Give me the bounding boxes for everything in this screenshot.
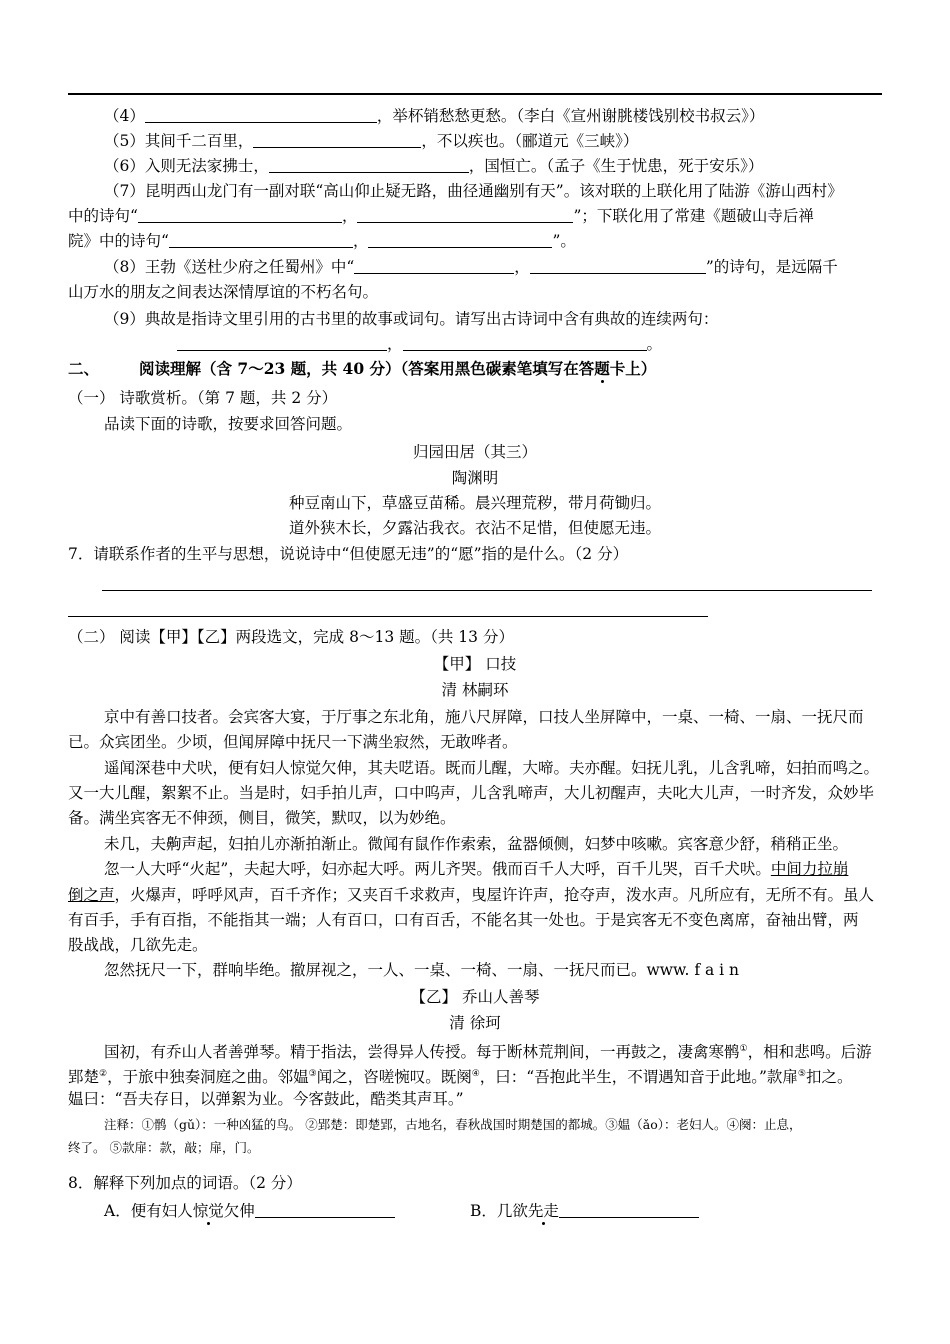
part-1-instruction: 品读下面的诗歌，按要求回答问题。: [104, 415, 353, 433]
answer-blank[interactable]: [138, 207, 342, 223]
jia-paragraph-line: 忽然抚尺一下，群响毕绝。撤屏视之，一人、一桌、一椅、一扇、一抚尺而已。www. f a i n: [104, 961, 740, 979]
poem-author: 陶渊明: [451, 469, 499, 487]
yi-title: 【乙】 乔山人善琴: [410, 988, 540, 1006]
poem-line-1: 种豆南山下，草盛豆苗稀。晨兴理荒秽，带月荷锄归。: [288, 494, 661, 512]
underlined-phrase: 倒之声: [68, 886, 115, 904]
footnote-mark: ③: [308, 1069, 317, 1079]
question-6: （6）入则无法家拂士， ，国恒亡。（孟子《生于忧患，死于安乐》）: [104, 157, 764, 175]
question-8b: B．几欲先走: [470, 1201, 699, 1221]
jia-paragraph-line: 有百手，手有百指，不能指其一端；人有百口，口有百舌，不能名其一处也。于是宾客无不变色离席，奋袖出臂，两: [68, 911, 859, 929]
question-7-stem: 7．请联系作者的生平与思想，说说诗中“但使愿无违”的“愿”指的是什么。（2 分）: [68, 545, 629, 563]
answer-line[interactable]: [68, 616, 708, 617]
jia-author: 清 林嗣环: [441, 681, 509, 699]
question-8-text: （8）王勃《送杜少府之任蜀州》中“ ， ”的诗句，是远隔千: [104, 258, 838, 276]
poem-line-2: 道外狭木长，夕露沾我衣。衣沾不足惜，但使愿无违。: [288, 519, 661, 537]
footnote-mark: ①: [739, 1044, 748, 1054]
jia-paragraph-line: 已。众宾团坐。少顷，但闻屏障中抚尺一下满坐寂然，无敢哗者。: [68, 733, 518, 751]
answer-blank[interactable]: [145, 107, 377, 123]
part-1-title: （一） 诗歌赏析。（第 7 题，共 2 分）: [68, 389, 338, 407]
question-7-line3: 院》中的诗句“ ， ”。: [68, 232, 576, 250]
footnote-mark: ②: [99, 1069, 108, 1079]
question-7-line2: 中的诗句“ ， ”；下联化用了常建《题破山寺后禅: [68, 207, 814, 225]
answer-blank[interactable]: [354, 258, 514, 274]
jia-paragraph-line: 又一大儿醒，絮絮不止。当是时，妇手拍儿声，口中呜声，儿含乳啼声，大儿初醒声，夫叱大儿声，一时齐发，众妙毕: [68, 784, 875, 802]
answer-blank[interactable]: [357, 207, 573, 223]
notes-line: 注释：①鹘（gǔ）：一种凶猛的鸟。 ②郢楚：即楚郢，古地名，春秋战国时期楚国的都城。③媪（ǎo）：老妇人。④阕：止息，: [104, 1117, 802, 1132]
question-9-answer: ， 。: [177, 334, 662, 354]
answer-line[interactable]: [102, 590, 872, 591]
yi-paragraph-line: 国初，有乔山人者善弹琴。精于指法，尝得异人传授。每于断林荒荆间，一再鼓之，凄禽寒鹘①，相和悲鸣。后游: [104, 1043, 872, 1062]
answer-blank[interactable]: [530, 258, 706, 274]
notes-line: 终了。 ⑤款扉：款，敲；扉，门。: [68, 1140, 260, 1155]
header-rule: [68, 93, 882, 95]
jia-paragraph-line: 忽一人大呼“火起”，夫起大呼，妇亦起大呼。两儿齐哭。俄而百千人大呼，百千儿哭，百千犬吠。中间力拉崩: [104, 860, 849, 878]
footnote-mark: ⑤: [797, 1069, 806, 1079]
jia-paragraph-line: 倒之声，火爆声，呼呼风声，百千齐作；又夹百千求救声，曳屋许许声，抢夺声，泼水声。凡所应有，无所不有。虽人: [68, 886, 875, 904]
yi-paragraph-line: 郢楚②，于旅中独奏洞庭之曲。邻媪③闻之，咨嗟惋叹。既阕④，曰：“吾抱此半生，不谓遇知音于此地。”款扉⑤扣之。: [68, 1068, 853, 1087]
section-2-heading: 二、 阅读理解（含 7～23 题，共 40 分）（答案用黑色碳素笔填写在答题卡上）: [68, 359, 657, 378]
poem-title: 归园田居（其三）: [412, 443, 537, 461]
jia-paragraph-line: 股战战，几欲先走。: [68, 936, 208, 954]
answer-blank[interactable]: [269, 157, 469, 173]
question-7-text: （7）昆明西山龙门有一副对联“高山仰止疑无路，曲径通幽别有天”。该对联的上联化用了陆游《游山西村》: [104, 182, 843, 200]
jia-paragraph-line: 京中有善口技者。会宾客大宴，于厅事之东北角，施八尺屏障，口技人坐屏障中，一桌、一椅、一扇、一抚尺而: [104, 708, 864, 726]
answer-blank[interactable]: [169, 232, 353, 248]
question-8-line2: 山万水的朋友之间表达深情厚谊的不朽名句。: [68, 283, 379, 301]
jia-paragraph-line: 遥闻深巷中犬吠，便有妇人惊觉欠伸，其夫呓语。既而儿醒，大啼。夫亦醒。妇抚儿乳，儿含乳啼，妇拍而鸣之。: [104, 759, 880, 777]
answer-blank[interactable]: [368, 232, 552, 248]
footnote-mark: ④: [471, 1069, 480, 1079]
answer-blank[interactable]: [559, 1202, 699, 1218]
answer-blank[interactable]: [177, 335, 387, 351]
jia-paragraph-line: 未几，夫齁声起，妇拍儿亦渐拍渐止。微闻有鼠作作索索，盆器倾侧，妇梦中咳嗽。宾客意少舒，稍稍正坐。: [104, 835, 849, 853]
jia-paragraph-line: 备。满坐宾客无不伸颈，侧目，微笑，默叹，以为妙绝。: [68, 809, 456, 827]
question-4: （4） ，举杯销愁愁更愁。（李白《宣州谢朓楼饯别校书叔云》）: [104, 107, 765, 125]
yi-paragraph-line: 媪曰：“吾夫存日，以弹絮为业。今客鼓此，酷类其声耳。”: [68, 1090, 464, 1108]
question-8a: A．便有妇人惊觉欠伸: [104, 1201, 395, 1221]
jia-title: 【甲】 口技: [433, 655, 517, 673]
yi-author: 清 徐珂: [449, 1014, 501, 1032]
answer-blank[interactable]: [255, 1202, 395, 1218]
underlined-phrase: 中间力拉崩: [770, 860, 849, 878]
answer-blank[interactable]: [253, 132, 421, 148]
part-2-title: （二） 阅读【甲】【乙】两段选文，完成 8～13 题。（共 13 分）: [68, 628, 514, 646]
answer-blank[interactable]: [403, 335, 647, 351]
question-9-text: （9）典故是指诗文里引用的古书里的故事或词句。请写出古诗词中含有典故的连续两句：: [104, 310, 719, 328]
question-8-stem: 8．解释下列加点的词语。（2 分）: [68, 1174, 302, 1192]
question-5: （5）其间千二百里， ，不以疾也。（郦道元《三峡》）: [104, 132, 639, 150]
